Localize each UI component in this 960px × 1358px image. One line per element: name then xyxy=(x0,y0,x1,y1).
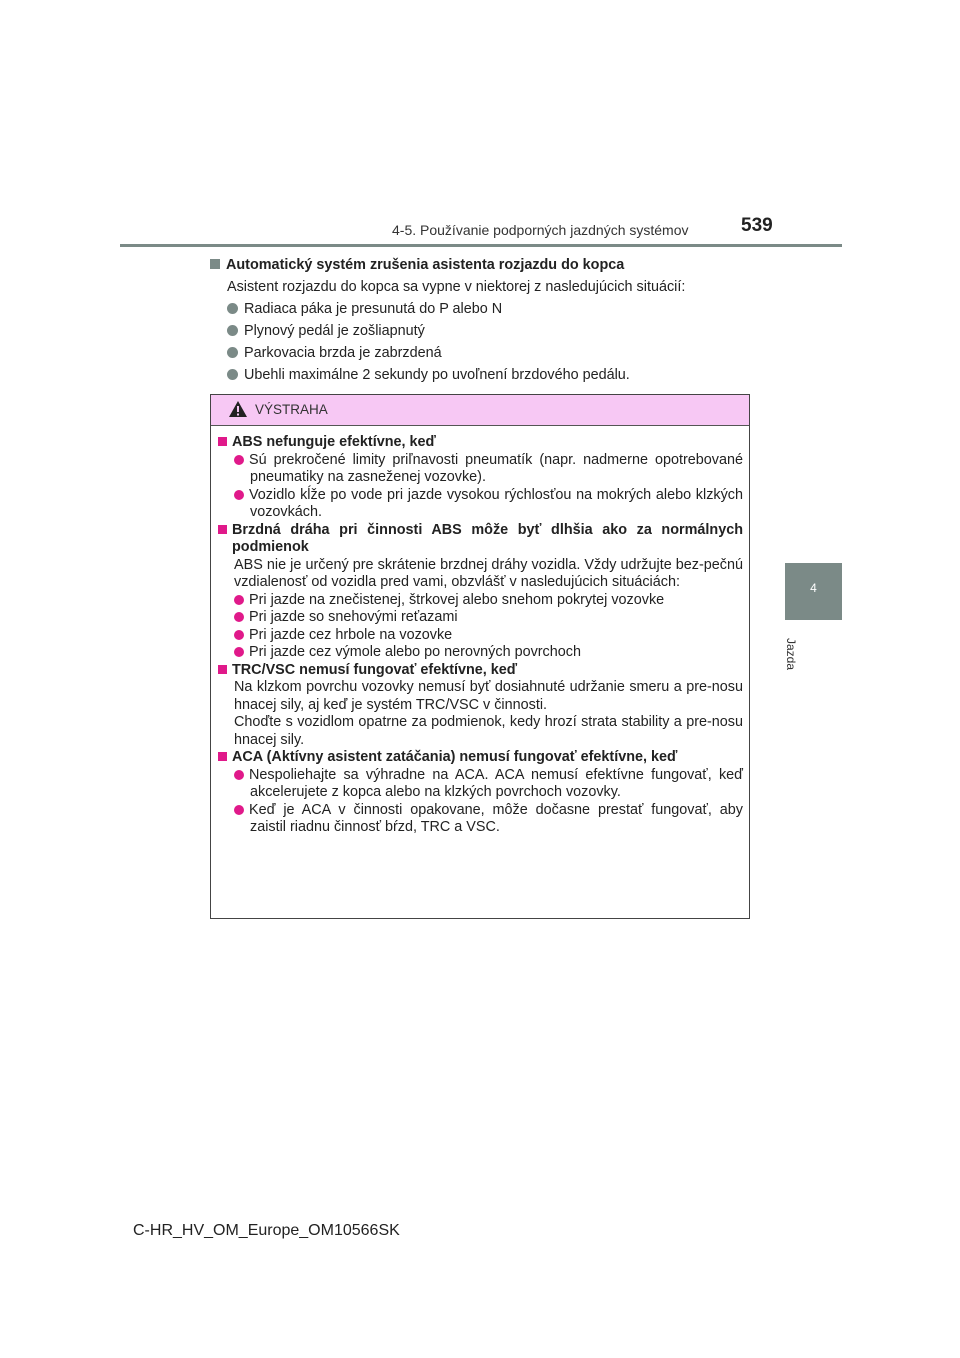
circle-bullet-icon xyxy=(234,630,244,640)
list-item: Pri jazde na znečistenej, štrkovej alebo snehom pokrytej vozovke xyxy=(218,592,743,610)
list-item: Vozidlo kĺže po vode pri jazde vysokou rýchlosťou na mokrých alebo klzkých vozovkách. xyxy=(218,487,743,522)
chapter-number: 4 xyxy=(810,581,817,595)
warning-heading: Brzdná dráha pri činnosti ABS môže byť dlhšia ako za normálnych podmienok xyxy=(218,522,743,557)
list-item: Pri jazde cez výmole alebo po nerovných povrchoch xyxy=(218,644,743,662)
list-item: Parkovacia brzda je zabrzdená xyxy=(210,342,750,364)
list-item: Pri jazde cez hrbole na vozovke xyxy=(218,627,743,645)
chapter-tab xyxy=(785,563,842,620)
circle-bullet-icon xyxy=(234,490,244,500)
chapter-label-text: Jazda xyxy=(784,638,798,671)
circle-bullet-icon xyxy=(227,303,238,314)
circle-bullet-icon xyxy=(227,325,238,336)
warning-heading: ACA (Aktívny asistent zatáčania) nemusí fungovať efektívne, keď xyxy=(218,749,743,767)
square-bullet-icon xyxy=(218,525,227,534)
intro-heading: Automatický systém zrušenia asistenta rozjazdu do kopca xyxy=(210,254,750,276)
square-bullet-icon xyxy=(210,259,220,269)
square-bullet-icon xyxy=(218,752,227,761)
list-item: Sú prekročené limity priľnavosti pneumatík (napr. nadmerne opotrebované pneumatiky na zasneženej vozovke). xyxy=(218,452,743,487)
page-number: 539 xyxy=(741,215,773,236)
warning-text: Na klzkom povrchu vozovky nemusí byť dosiahnuté udržanie smeru a pre-nosu hnacej sily, aj keď je systém TRC/VSC v činnosti. xyxy=(234,679,743,713)
header-divider xyxy=(120,244,842,247)
circle-bullet-icon xyxy=(234,612,244,622)
circle-bullet-icon xyxy=(227,369,238,380)
warning-text: ABS nie je určený pre skrátenie brzdnej dráhy vozidla. Vždy udržujte bez-pečnú vzdialenosť od vozidla pred vami, obzvlášť v nasledujúcich situáciách: xyxy=(234,556,743,590)
intro-section xyxy=(210,254,750,386)
warning-heading: TRC/VSC nemusí fungovať efektívne, keď xyxy=(218,662,743,680)
circle-bullet-icon xyxy=(234,595,244,605)
warning-heading: ABS nefunguje efektívne, keď xyxy=(218,434,743,452)
circle-bullet-icon xyxy=(234,647,244,657)
circle-bullet-icon xyxy=(234,805,244,815)
warning-title: VÝSTRAHA xyxy=(255,402,328,417)
warning-header xyxy=(211,395,749,426)
warning-triangle-icon xyxy=(228,400,248,418)
list-item: Nespoliehajte sa výhradne na ACA. ACA nemusí efektívne fungovať, keď akcelerujete z kopca alebo na klzkých povrchoch vozovky. xyxy=(218,767,743,802)
warning-box xyxy=(210,394,750,919)
warning-body xyxy=(211,426,749,837)
list-item: Radiaca páka je presunutá do P alebo N xyxy=(210,298,750,320)
intro-text: Asistent rozjazdu do kopca sa vypne v niektorej z nasledujúcich situácií: xyxy=(227,279,686,295)
warning-text: Choďte s vozidlom opatrne za podmienok, kedy hrozí strata stability a pre-nosu hnacej sily. xyxy=(234,714,743,748)
list-item: Pri jazde so snehovými reťazami xyxy=(218,609,743,627)
chapter-label xyxy=(776,638,816,678)
section-title: 4-5. Používanie podporných jazdných systémov xyxy=(392,222,689,238)
square-bullet-icon xyxy=(218,437,227,446)
list-item: Ubehli maximálne 2 sekundy po uvoľnení brzdového pedálu. xyxy=(210,364,750,386)
square-bullet-icon xyxy=(218,665,227,674)
document-code: C-HR_HV_OM_Europe_OM10566SK xyxy=(133,1222,400,1239)
circle-bullet-icon xyxy=(227,347,238,358)
list-item: Keď je ACA v činnosti opakovane, môže dočasne prestať fungovať, aby zaistil riadnu činnosť bŕzd, TRC a VSC. xyxy=(218,802,743,837)
circle-bullet-icon xyxy=(234,770,244,780)
list-item: Plynový pedál je zošliapnutý xyxy=(210,320,750,342)
circle-bullet-icon xyxy=(234,455,244,465)
